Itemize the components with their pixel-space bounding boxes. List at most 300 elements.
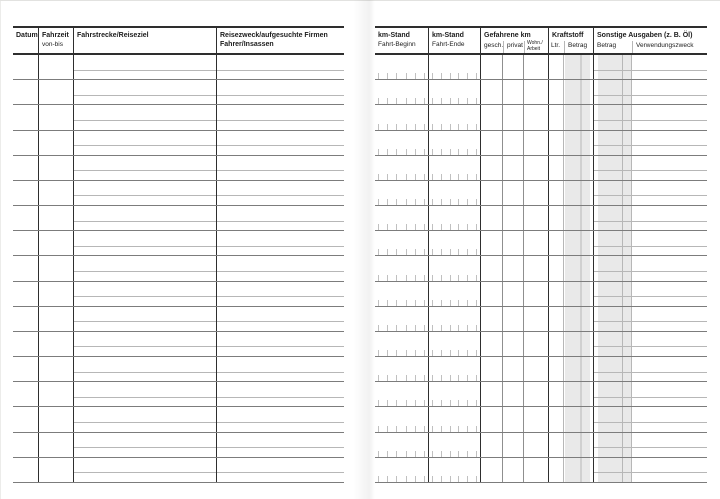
kraftstoff-subheader <box>549 41 593 53</box>
km-end-cell <box>428 282 480 306</box>
km-end-cell <box>428 156 480 180</box>
ltr-cell <box>548 357 563 381</box>
digit-comb-ticks <box>432 249 477 255</box>
gesch-cell <box>480 105 502 129</box>
sonstige-betrag-cell <box>593 382 631 406</box>
fahrstrecke-cell <box>73 80 216 104</box>
km-end-cell <box>428 131 480 155</box>
fahrstrecke-cell <box>73 458 216 482</box>
verwendungszweck-cell <box>631 55 707 79</box>
ltr-label: Ltr. <box>551 42 561 49</box>
fahrzeit-cell <box>38 206 73 230</box>
datum-cell <box>13 206 38 230</box>
kraftstoff-betrag-cell <box>563 55 593 79</box>
gesch-cell <box>480 382 502 406</box>
fahrstrecke-cell <box>73 357 216 381</box>
digit-comb-ticks <box>432 426 477 432</box>
verwendungszweck-cell <box>631 282 707 306</box>
sonstige-betrag-cell <box>593 55 631 79</box>
reisezweck-cell <box>216 382 344 406</box>
reisezweck-cell <box>216 332 344 356</box>
verwendungszweck-cell <box>631 357 707 381</box>
wohn-arbeit-cell <box>523 55 548 79</box>
verwendungszweck-cell <box>631 131 707 155</box>
verwendungszweck-cell <box>631 307 707 331</box>
km-begin-cell <box>375 55 428 79</box>
left-row <box>13 458 344 483</box>
gesch-cell <box>480 231 502 255</box>
datum-label: Datum <box>16 32 38 39</box>
fahrstrecke-cell <box>73 256 216 280</box>
kraftstoff-betrag-cell <box>563 131 593 155</box>
sonstige-betrag-cell <box>593 105 631 129</box>
reisezweck-cell <box>216 55 344 79</box>
reisezweck-header <box>216 28 344 53</box>
km-begin-header <box>375 28 428 53</box>
digit-comb-ticks <box>378 73 425 79</box>
gesch-cell <box>480 458 502 482</box>
digit-comb-ticks <box>378 149 425 155</box>
fahrzeit-cell <box>38 357 73 381</box>
digit-comb-ticks <box>432 73 477 79</box>
privat-cell <box>502 256 523 280</box>
sonstige-betrag-cell <box>593 282 631 306</box>
fahrzeit-cell <box>38 433 73 457</box>
right-row <box>375 332 707 357</box>
verwendungszweck-label: Verwendungszweck <box>632 41 707 53</box>
digit-comb-ticks <box>378 325 425 331</box>
fahrstrecke-cell <box>73 231 216 255</box>
kraftstoff-title: Kraftstoff <box>552 32 584 39</box>
right-row <box>375 382 707 407</box>
left-row <box>13 105 344 130</box>
fahrzeit-cell <box>38 458 73 482</box>
privat-cell <box>502 55 523 79</box>
reisezweck-cell <box>216 407 344 431</box>
wohn-arbeit-cell <box>523 105 548 129</box>
datum-cell <box>13 458 38 482</box>
left-row <box>13 80 344 105</box>
left-row <box>13 156 344 181</box>
sonstige-betrag-cell <box>593 206 631 230</box>
km-begin-cell <box>375 80 428 104</box>
gesch-cell <box>480 407 502 431</box>
digit-comb-ticks <box>432 325 477 331</box>
km-end-cell <box>428 256 480 280</box>
km-end-cell <box>428 307 480 331</box>
kraftstoff-betrag-cell <box>563 357 593 381</box>
reisezweck-cell <box>216 307 344 331</box>
fahrzeit-header <box>38 28 73 53</box>
datum-cell <box>13 433 38 457</box>
reisezweck-cell <box>216 231 344 255</box>
gesch-cell <box>480 156 502 180</box>
gesch-cell <box>480 433 502 457</box>
digit-comb-ticks <box>378 124 425 130</box>
right-row <box>375 55 707 80</box>
km-begin-cell <box>375 105 428 129</box>
datum-header <box>13 28 38 53</box>
kraftstoff-betrag-cell <box>563 231 593 255</box>
digit-comb-ticks <box>378 224 425 230</box>
gefahrene-km-header <box>480 28 548 53</box>
reisezweck-cell <box>216 80 344 104</box>
digit-comb-ticks <box>432 300 477 306</box>
kraftstoff-betrag-cell <box>563 382 593 406</box>
datum-cell <box>13 156 38 180</box>
ltr-cell <box>548 458 563 482</box>
left-page-body <box>13 55 344 483</box>
digit-comb-ticks <box>378 199 425 205</box>
wohn-arbeit-cell <box>523 206 548 230</box>
left-row <box>13 382 344 407</box>
fahrstrecke-cell <box>73 181 216 205</box>
gesch-cell <box>480 307 502 331</box>
km-end-header <box>428 28 480 53</box>
fahrzeit-cell <box>38 382 73 406</box>
km-begin-cell <box>375 231 428 255</box>
wohn-arbeit-cell <box>523 231 548 255</box>
ltr-cell <box>548 80 563 104</box>
wohn-arbeit-cell <box>523 382 548 406</box>
kraftstoff-betrag-cell <box>563 105 593 129</box>
digit-comb-ticks <box>432 224 477 230</box>
verwendungszweck-cell <box>631 105 707 129</box>
reisezweck-label-line2: Fahrer/Insassen <box>220 41 274 48</box>
right-page <box>375 26 707 483</box>
kraftstoff-betrag-cell <box>563 433 593 457</box>
gesch-cell <box>480 332 502 356</box>
left-row <box>13 206 344 231</box>
verwendungszweck-cell <box>631 382 707 406</box>
ltr-cell <box>548 433 563 457</box>
km-begin-cell <box>375 433 428 457</box>
sonstige-betrag-cell <box>593 231 631 255</box>
km-end-cell <box>428 181 480 205</box>
km-end-cell <box>428 231 480 255</box>
fahrstrecke-cell <box>73 282 216 306</box>
right-row <box>375 181 707 206</box>
verwendungszweck-cell <box>631 206 707 230</box>
ltr-cell <box>548 105 563 129</box>
fahrzeit-cell <box>38 156 73 180</box>
sonstige-betrag-cell <box>593 80 631 104</box>
gesch-cell <box>480 181 502 205</box>
right-row <box>375 307 707 332</box>
left-page-header <box>13 28 344 55</box>
kraftstoff-betrag-cell <box>563 80 593 104</box>
kraftstoff-betrag-cell <box>563 407 593 431</box>
fahrzeit-label: Fahrzeit <box>42 32 69 39</box>
ltr-cell <box>548 282 563 306</box>
sonstige-betrag-cell <box>593 433 631 457</box>
right-page-body <box>375 55 707 483</box>
km-begin-cell <box>375 407 428 431</box>
datum-cell <box>13 80 38 104</box>
wohn-arbeit-cell <box>523 181 548 205</box>
right-row <box>375 105 707 130</box>
wohn-arbeit-cell <box>523 307 548 331</box>
kraftstoff-betrag-cell <box>563 206 593 230</box>
km-end-cell <box>428 55 480 79</box>
reisezweck-cell <box>216 256 344 280</box>
reisezweck-cell <box>216 105 344 129</box>
sonstige-betrag-cell <box>593 407 631 431</box>
ltr-cell <box>548 131 563 155</box>
km-end-cell <box>428 105 480 129</box>
left-row <box>13 282 344 307</box>
fahrstrecke-cell <box>73 307 216 331</box>
right-row <box>375 131 707 156</box>
fahrstrecke-cell <box>73 105 216 129</box>
reisezweck-cell <box>216 357 344 381</box>
privat-cell <box>502 181 523 205</box>
right-row <box>375 80 707 105</box>
left-row <box>13 307 344 332</box>
km-end-cell <box>428 407 480 431</box>
sonstige-ausgaben-header <box>593 28 707 53</box>
ltr-cell <box>548 181 563 205</box>
reisezweck-cell <box>216 433 344 457</box>
ltr-cell <box>548 407 563 431</box>
digit-comb-ticks <box>432 199 477 205</box>
digit-comb-ticks <box>432 124 477 130</box>
kraftstoff-header <box>548 28 593 53</box>
verwendungszweck-cell <box>631 156 707 180</box>
right-row <box>375 357 707 382</box>
sonstige-betrag-cell <box>593 332 631 356</box>
gesch-cell <box>480 282 502 306</box>
fahrstrecke-header <box>73 28 216 53</box>
privat-cell <box>502 407 523 431</box>
reisezweck-cell <box>216 206 344 230</box>
datum-cell <box>13 181 38 205</box>
digit-comb-ticks <box>432 476 477 482</box>
privat-cell <box>502 282 523 306</box>
right-row <box>375 231 707 256</box>
fahrstrecke-cell <box>73 407 216 431</box>
km-end-cell <box>428 206 480 230</box>
right-row <box>375 206 707 231</box>
reisezweck-label-line1: Reisezweck/aufgesuchte Firmen <box>220 32 328 39</box>
privat-cell <box>502 357 523 381</box>
verwendungszweck-cell <box>631 80 707 104</box>
gesch-cell <box>480 80 502 104</box>
sonstige-ausgaben-title: Sonstige Ausgaben (z. B. Öl) <box>597 32 693 39</box>
datum-cell <box>13 105 38 129</box>
km-end-sub: Fahrt-Ende <box>432 41 465 48</box>
wohn-arbeit-cell <box>523 156 548 180</box>
fahrzeit-cell <box>38 231 73 255</box>
reisezweck-cell <box>216 181 344 205</box>
digit-comb-ticks <box>378 375 425 381</box>
ltr-cell <box>548 382 563 406</box>
privat-cell <box>502 332 523 356</box>
digit-comb-ticks <box>432 400 477 406</box>
km-begin-sub: Fahrt-Beginn <box>378 41 416 48</box>
ltr-cell <box>548 55 563 79</box>
km-end-cell <box>428 332 480 356</box>
fahrzeit-cell <box>38 332 73 356</box>
gesch-cell <box>480 357 502 381</box>
datum-cell <box>13 307 38 331</box>
verwendungszweck-cell <box>631 407 707 431</box>
datum-cell <box>13 332 38 356</box>
fahrzeit-cell <box>38 407 73 431</box>
privat-label: privat <box>503 41 524 53</box>
verwendungszweck-cell <box>631 458 707 482</box>
digit-comb-ticks <box>432 149 477 155</box>
fahrstrecke-cell <box>73 332 216 356</box>
verwendungszweck-cell <box>631 256 707 280</box>
km-begin-cell <box>375 131 428 155</box>
right-row <box>375 156 707 181</box>
privat-cell <box>502 433 523 457</box>
fahrzeit-cell <box>38 282 73 306</box>
fahrzeit-cell <box>38 80 73 104</box>
gesch-cell <box>480 256 502 280</box>
ltr-cell <box>548 231 563 255</box>
datum-cell <box>13 55 38 79</box>
gesch-cell <box>480 55 502 79</box>
ltr-cell <box>548 156 563 180</box>
gesch-label: gesch. <box>484 42 504 49</box>
datum-cell <box>13 357 38 381</box>
digit-comb-ticks <box>432 451 477 457</box>
kraftstoff-betrag-cell <box>563 256 593 280</box>
datum-cell <box>13 282 38 306</box>
fahrzeit-cell <box>38 307 73 331</box>
verwendungszweck-cell <box>631 332 707 356</box>
datum-cell <box>13 231 38 255</box>
left-row <box>13 231 344 256</box>
km-end-title: km-Stand <box>432 32 464 39</box>
sonstige-betrag-cell <box>593 256 631 280</box>
privat-cell <box>502 105 523 129</box>
digit-comb-ticks <box>378 300 425 306</box>
km-begin-cell <box>375 357 428 381</box>
fahrstrecke-cell <box>73 433 216 457</box>
kraftstoff-betrag-cell <box>563 181 593 205</box>
kraftstoff-betrag-label: Betrag <box>564 41 593 53</box>
fahrstrecke-label: Fahrstrecke/Reiseziel <box>77 32 149 39</box>
ltr-cell <box>548 256 563 280</box>
datum-cell <box>13 256 38 280</box>
fahrzeit-cell <box>38 181 73 205</box>
sonstige-betrag-label: Betrag <box>597 42 617 49</box>
right-row <box>375 407 707 432</box>
kraftstoff-betrag-cell <box>563 156 593 180</box>
left-row <box>13 332 344 357</box>
km-begin-cell <box>375 382 428 406</box>
digit-comb-ticks <box>378 451 425 457</box>
privat-cell <box>502 156 523 180</box>
left-page <box>13 26 344 483</box>
digit-comb-ticks <box>378 275 425 281</box>
fahrstrecke-cell <box>73 382 216 406</box>
km-begin-cell <box>375 256 428 280</box>
wohn-arbeit-cell <box>523 332 548 356</box>
km-begin-cell <box>375 282 428 306</box>
left-row <box>13 131 344 156</box>
verwendungszweck-cell <box>631 181 707 205</box>
fahrzeit-cell <box>38 256 73 280</box>
wohn-arbeit-cell <box>523 80 548 104</box>
wohn-arbeit-cell <box>523 256 548 280</box>
right-row <box>375 433 707 458</box>
page-gutter-shadow <box>344 0 375 499</box>
sonstige-betrag-cell <box>593 181 631 205</box>
wohn-arbeit-label: Wohn./ Arbeit <box>524 41 548 53</box>
km-end-cell <box>428 433 480 457</box>
gesch-cell <box>480 131 502 155</box>
sonstige-betrag-cell <box>593 357 631 381</box>
km-end-cell <box>428 382 480 406</box>
digit-comb-ticks <box>378 426 425 432</box>
gefahrene-km-title: Gefahrene km <box>484 32 531 39</box>
sonstige-betrag-cell <box>593 307 631 331</box>
fahrzeit-cell <box>38 55 73 79</box>
fahrstrecke-cell <box>73 206 216 230</box>
km-begin-cell <box>375 307 428 331</box>
digit-comb-ticks <box>378 174 425 180</box>
datum-cell <box>13 407 38 431</box>
digit-comb-ticks <box>432 98 477 104</box>
digit-comb-ticks <box>378 476 425 482</box>
left-row <box>13 407 344 432</box>
digit-comb-ticks <box>432 174 477 180</box>
digit-comb-ticks <box>378 98 425 104</box>
privat-cell <box>502 131 523 155</box>
reisezweck-cell <box>216 156 344 180</box>
fahrzeit-cell <box>38 105 73 129</box>
wohn-arbeit-cell <box>523 282 548 306</box>
kraftstoff-betrag-cell <box>563 282 593 306</box>
digit-comb-ticks <box>432 350 477 356</box>
km-begin-cell <box>375 332 428 356</box>
km-begin-title: km-Stand <box>378 32 410 39</box>
right-page-header <box>375 28 707 55</box>
km-begin-cell <box>375 458 428 482</box>
digit-comb-ticks <box>432 275 477 281</box>
km-begin-cell <box>375 156 428 180</box>
ltr-cell <box>548 307 563 331</box>
left-row <box>13 181 344 206</box>
gefahrene-km-subheader <box>481 41 548 53</box>
privat-cell <box>502 206 523 230</box>
ltr-cell <box>548 206 563 230</box>
privat-cell <box>502 382 523 406</box>
reisezweck-cell <box>216 458 344 482</box>
ltr-cell <box>548 332 563 356</box>
kraftstoff-betrag-cell <box>563 307 593 331</box>
verwendungszweck-cell <box>631 433 707 457</box>
kraftstoff-betrag-cell <box>563 332 593 356</box>
sonstige-betrag-cell <box>593 458 631 482</box>
reisezweck-cell <box>216 282 344 306</box>
wohn-arbeit-cell <box>523 458 548 482</box>
wohn-arbeit-cell <box>523 131 548 155</box>
left-row <box>13 357 344 382</box>
left-row <box>13 256 344 281</box>
wohn-arbeit-cell <box>523 407 548 431</box>
gesch-cell <box>480 206 502 230</box>
fahrzeit-sub-label: von-bis <box>42 41 63 48</box>
fahrstrecke-cell <box>73 55 216 79</box>
privat-cell <box>502 231 523 255</box>
left-row <box>13 55 344 80</box>
verwendungszweck-cell <box>631 231 707 255</box>
